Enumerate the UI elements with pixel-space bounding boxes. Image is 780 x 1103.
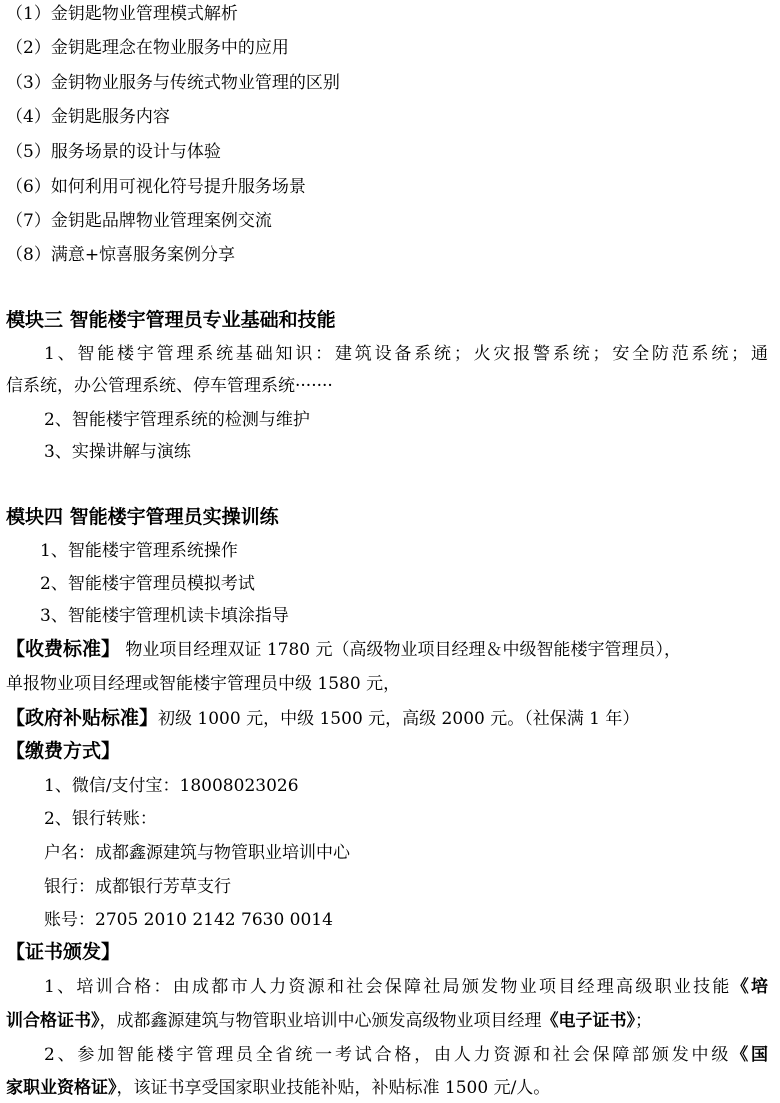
certificate-label: 【证书颁发】 xyxy=(6,941,121,963)
payment-label: 【缴费方式】 xyxy=(6,740,121,762)
payment-bank-transfer: 2、银行转账： xyxy=(44,809,157,829)
certificate-name-3: 家职业资格证》 xyxy=(6,1078,117,1098)
module3-item1-line2: 信系统，办公管理系统、停车管理系统······· xyxy=(6,376,333,396)
fees-line2: 单报物业项目经理或智能楼宇管理员中级 1580 元， xyxy=(6,674,401,694)
certificate-item2-text2: ，该证书享受国家职业技能补贴，补贴标准 1500 元/人。 xyxy=(116,1078,551,1098)
certificate-item2-bold: 《国 xyxy=(731,1045,768,1065)
certificate-item1-bold: 《培 xyxy=(731,977,768,997)
fees-label: 【收费标准】 xyxy=(6,638,121,660)
certificate-name-1: 训合格证书》 xyxy=(6,1011,100,1031)
payment-account-name: 户名：成都鑫源建筑与物管职业培训中心 xyxy=(44,843,350,863)
certificate-item2-line1 xyxy=(6,1044,768,1066)
list-item: （4）金钥匙服务内容 xyxy=(6,107,170,127)
module4-item2: 2、智能楼宇管理员模拟考试 xyxy=(40,574,255,594)
list-item: （2）金钥匙理念在物业服务中的应用 xyxy=(6,38,289,58)
module3-item1-line1: 1、智能楼宇管理系统基础知识：建筑设备系统；火灾报警系统；安全防范系统；通 xyxy=(44,344,768,364)
list-item: （7）金钥匙品牌物业管理案例交流 xyxy=(6,211,272,231)
list-item: （6）如何利用可视化符号提升服务场景 xyxy=(6,177,306,197)
payment-wechat: 1、微信/支付宝：18008023026 xyxy=(44,776,299,796)
list-item: （3）金钥物业服务与传统式物业管理的区别 xyxy=(6,73,340,93)
fees-text: 物业项目经理双证 1780 元（高级物业项目经理＆中级智能楼宇管理员）， xyxy=(120,640,681,660)
payment-account-number: 账号：2705 2010 2142 7630 0014 xyxy=(44,910,333,930)
certificate-name-2: 《电子证书》 xyxy=(541,1011,635,1031)
certificate-item1-line2 xyxy=(6,1010,652,1032)
module3-heading: 模块三 智能楼宇管理员专业基础和技能 xyxy=(6,309,336,331)
list-item: （1）金钥匙物业管理模式解析 xyxy=(6,4,238,24)
certificate-item2-text: 2、参加智能楼宇管理员全省统一考试合格，由人力资源和社会保障部颁发中级 xyxy=(44,1045,732,1065)
fees-line1 xyxy=(6,638,681,661)
module4-item1: 1、智能楼宇管理系统操作 xyxy=(40,541,238,561)
certificate-item2-line2 xyxy=(6,1077,550,1099)
subsidy-text: 初级 1000 元，中级 1500 元，高级 2000 元。（社保满 1 年） xyxy=(158,709,640,729)
subsidy-line xyxy=(6,707,639,730)
certificate-item1-end: ； xyxy=(635,1011,652,1031)
module4-item3: 3、智能楼宇管理机读卡填涂指导 xyxy=(40,606,289,626)
certificate-item1-text2: ，成都鑫源建筑与物管职业培训中心颁发高级物业项目经理 xyxy=(99,1011,542,1031)
module3-item2: 2、智能楼宇管理系统的检测与维护 xyxy=(44,410,310,430)
module4-heading: 模块四 智能楼宇管理员实操训练 xyxy=(6,506,279,528)
payment-bank: 银行：成都银行芳草支行 xyxy=(44,877,231,897)
list-item: （8）满意+惊喜服务案例分享 xyxy=(6,245,236,265)
list-item: （5）服务场景的设计与体验 xyxy=(6,142,221,162)
module3-item3: 3、实操讲解与演练 xyxy=(44,442,191,462)
certificate-item1-text: 1、培训合格：由成都市人力资源和社会保障社局颁发物业项目经理高级职业技能 xyxy=(44,977,732,997)
subsidy-label: 【政府补贴标准】 xyxy=(6,707,159,729)
certificate-item1-line1 xyxy=(6,976,768,998)
